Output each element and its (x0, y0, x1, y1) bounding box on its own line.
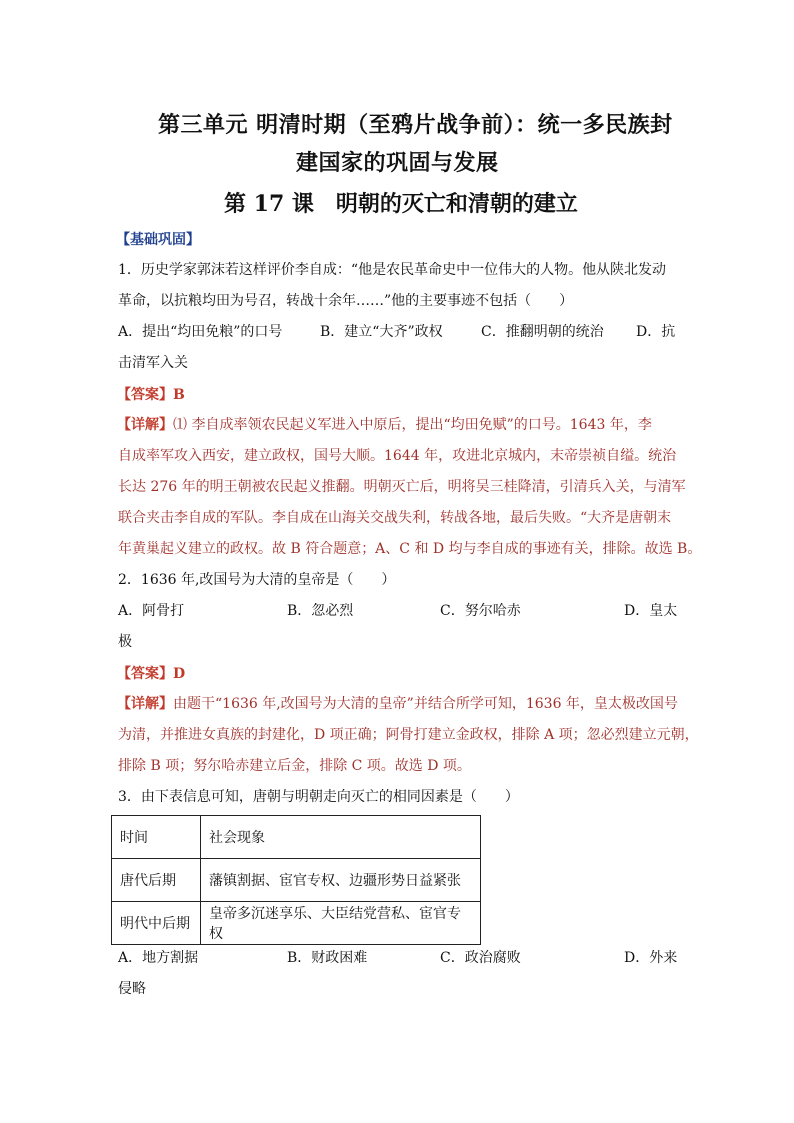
table-cell: 藩镇割据、宦官专权、边疆形势日益紧张 (201, 859, 481, 902)
unit-title-line1: 第三单元 明清时期（至鸦片战争前）：统一多民族封 (158, 112, 673, 138)
q2-option-c: C．努尔哈赤 (440, 603, 521, 619)
q1-option-d: D．抗 (636, 324, 676, 340)
q2-option-b: B．忽必烈 (287, 603, 354, 619)
q1-answer-label: 【答案】 (117, 387, 173, 403)
q1-detail-line1 (117, 415, 652, 435)
q2-stem: 2．1636 年,改国号为大清的皇帝是（ ） (118, 572, 396, 588)
q2-detail-label: 【详解】 (117, 696, 173, 712)
table-cell: 皇帝多沉迷享乐、大臣结党营私、宦官专权 (201, 902, 481, 945)
q1-stem-line1: 1．历史学家郭沫若这样评价李自成：“他是农民革命史中一位伟大的人物。他从陕北发动 (118, 262, 667, 278)
q2-detail-text1: 由题干“1636 年,改国号为大清的皇帝”并结合所学可知，1636 年，皇太极改国号 (173, 696, 678, 712)
q2-answer-value: D (173, 666, 186, 682)
q1-detail-text1: ⑴ 李自成率领农民起义军进入中原后，提出“均田免赋”的口号。1643 年，李 (173, 417, 652, 433)
q1-answer (117, 384, 185, 404)
q2-answer (117, 663, 185, 683)
q1-detail-line5: 年黄巢起义建立的政权。故 B 符合题意；A、C 和 D 均与李自成的事迹有关，排除。故选 B。 (118, 541, 702, 557)
q2-detail-line2: 为清，并推进女真族的封建化，D 项正确；阿骨打建立金政权，排除 A 项；忽必烈建立元朝， (118, 727, 699, 743)
unit-title-line2: 建国家的巩固与发展 (296, 150, 499, 176)
q2-option-a: A．阿骨打 (118, 603, 185, 619)
q3-option-d: D．外来 (624, 950, 678, 966)
q2-detail-line3: 排除 B 项；努尔哈赤建立后金，排除 C 项。故选 D 项。 (118, 758, 471, 774)
table-header-cell: 时间 (112, 816, 201, 859)
q3-option-c: C．政治腐败 (440, 950, 521, 966)
q1-option-b: B．建立“大齐”政权 (320, 324, 443, 340)
lesson-title: 第 17 课 明朝的灭亡和清朝的建立 (224, 191, 578, 217)
q3-option-b: B．财政困难 (287, 950, 368, 966)
q2-detail-line1 (117, 694, 678, 714)
table-cell: 明代中后期 (112, 902, 201, 945)
table-header-row (112, 816, 481, 859)
q1-option-c: C．推翻明朝的统治 (481, 324, 604, 340)
q3-option-d-continued: 侵略 (118, 981, 146, 997)
q1-stem-line2: 革命，以抗粮均田为号召，转战十余年……”他的主要事迹不包括（ ） (118, 293, 574, 309)
q1-answer-value: B (173, 387, 185, 403)
q2-answer-label: 【答案】 (117, 666, 173, 682)
q1-option-a: A．提出“均田免粮”的口号 (118, 324, 283, 340)
q3-stem: 3．由下表信息可知，唐朝与明朝走向灭亡的相同因素是（ ） (118, 789, 519, 805)
q2-option-d-continued: 极 (118, 634, 132, 650)
table-row (112, 859, 481, 902)
table-cell: 唐代后期 (112, 859, 201, 902)
q1-detail-line2: 自成率军攻入西安，建立政权，国号大顺。1644 年，攻进北京城内，末帝崇祯自缢。统治 (118, 448, 677, 464)
q1-detail-label: 【详解】 (117, 417, 173, 433)
q3-info-table (111, 815, 481, 945)
table-header-cell: 社会现象 (201, 816, 481, 859)
section-label: 【基础巩固】 (116, 232, 200, 248)
q1-detail-line3: 长达 276 年的明王朝被农民起义推翻。明朝灭亡后，明将吴三桂降清，引清兵入关，与清军 (118, 479, 686, 495)
q1-option-d-continued: 击清军入关 (118, 355, 188, 371)
q2-option-d: D．皇太 (624, 603, 678, 619)
table-row (112, 902, 481, 945)
q3-option-a: A．地方割据 (118, 950, 199, 966)
q1-detail-line4: 联合夹击李自成的军队。李自成在山海关交战失利，转战各地，最后失败。“大齐是唐朝末 (118, 510, 672, 526)
